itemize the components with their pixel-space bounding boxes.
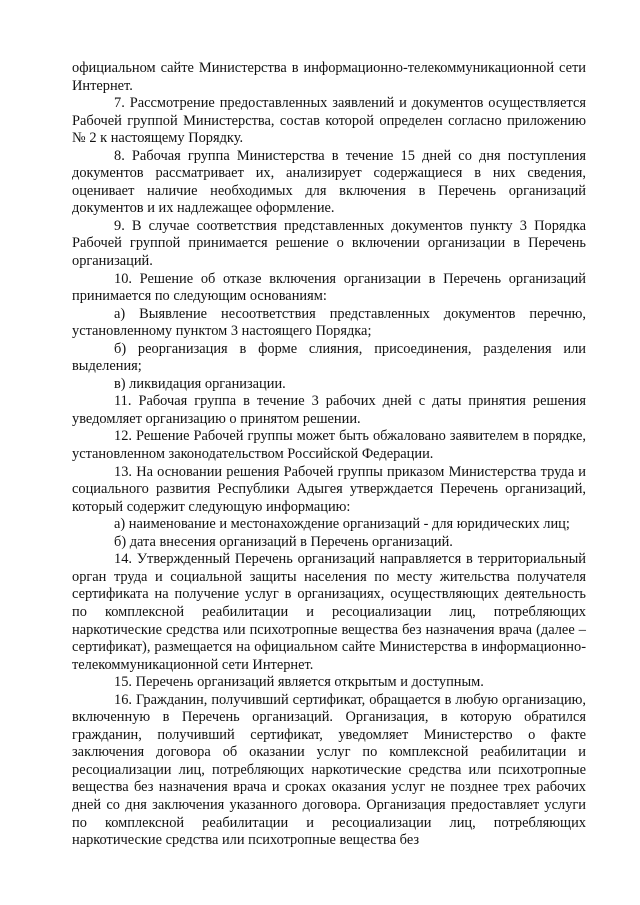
paragraph-10-a: а) Выявление несоответствия представленных документов перечню, установленному пунктом 3 настоящего Порядка; [72, 305, 586, 340]
paragraph-13-a: а) наименование и местонахождение организаций - для юридических лиц; [114, 516, 570, 533]
paragraph-14: 14. Утвержденный Перечень организаций направляется в территориальный орган труда и социальной защиты населения по месту жительства получателя сертификата на получение услуг в организациях, осуществляющих деятельность по комплексной реабилитации и ресоциализации лиц, потребляющих наркотические средства или психотропные вещества без назначения врача (далее – сертификат), размещается на официальном сайте Министерства в информационно-телекоммуникационной сети Интернет. [72, 551, 586, 673]
paragraph-10: 10. Решение об отказе включения организации в Перечень организаций принимается по следующим основаниям: [72, 270, 586, 305]
document-page [72, 60, 586, 850]
paragraph-13: 13. На основании решения Рабочей группы приказом Министерства труда и социального развития Республики Адыгея утверждается Перечень организаций, который содержит следующую информацию: [72, 463, 586, 515]
paragraph-15: 15. Перечень организаций является открытым и доступным. [114, 674, 484, 691]
paragraph-11: 11. Рабочая группа в течение 3 рабочих дней с даты принятия решения уведомляет организацию о принятом решении. [72, 393, 586, 427]
paragraph-7: 7. Рассмотрение предоставленных заявлений и документов осуществляется Рабочей группой Министерства, состав которой определен согласно приложению № 2 к настоящему Порядку. [72, 95, 586, 147]
paragraph-12: 12. Решение Рабочей группы может быть обжаловано заявителем в порядке, установленном законодательством Российской Федерации. [72, 428, 586, 463]
paragraph-13-b: б) дата внесения организаций в Перечень организаций. [114, 533, 453, 550]
paragraph-9: 9. В случае соответствия представленных документов пункту 3 Порядка Рабочей группой принимается решение о включении организации в Перечень организаций. [72, 217, 586, 270]
paragraph-8: 8. Рабочая группа Министерства в течение 15 дней со дня поступления документов рассматривает их, анализирует содержащиеся в них сведения, оценивает наличие необходимых для включения в Перечень организаций документов и их надлежащее оформление. [72, 147, 586, 217]
paragraph-16: 16. Гражданин, получивший сертификат, обращается в любую организацию, включенную в Перечень организаций. Организация, в которую обратился гражданин, получивший сертификат, уведомляет Министерство о факте заключения договора об оказании услуг по комплексной реабилитации и ресоциализации лиц, потребляющих наркотические средства или психотропные вещества без назначения врача и сроках оказания услуг не позднее трех рабочих дней со дня заключения указанного договора. Организация предоставляет услуги по комплексной реабилитации и ресоциализации лиц, потребляющих наркотические средства или психотропные вещества без [72, 691, 586, 849]
paragraph-10-b: б) реорганизация в форме слияния, присоединения, разделения или выделения; [72, 340, 586, 375]
paragraph-10-v: в) ликвидация организации. [114, 375, 286, 392]
paragraph-continuation: официальном сайте Министерства в информационно-телекоммуникационной сети Интернет. [72, 60, 586, 94]
